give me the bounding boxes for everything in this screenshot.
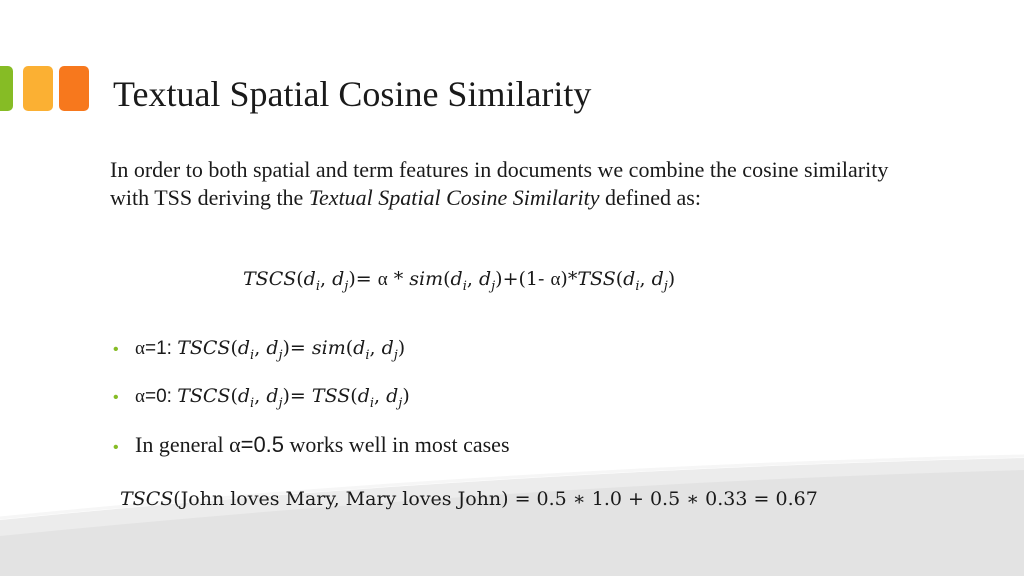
bullet-icon: • <box>113 439 119 456</box>
example-formula: TSCS(John loves Mary, Mary loves John) = 0.5 ∗ 1.0 + 0.5 ∗ 0.33 = 0.67 <box>120 488 818 510</box>
bullet-icon: • <box>113 341 119 358</box>
decor-square-orange <box>59 66 89 111</box>
intro-emphasis: Textual Spatial Cosine Similarity <box>308 185 600 210</box>
decor-square-green <box>0 66 13 111</box>
intro-text: In order to both spatial and term features in documents we combine the cosine similarity with TSS deriving the <box>110 157 889 210</box>
bullet-formula: α=0: $TSCS(d_i$, $d_j)= TSS(d_i$, $d_j$) <box>135 385 410 411</box>
bullet-text: In general α=0.5 works well in most cases <box>135 432 510 457</box>
bullet-icon: • <box>113 389 119 406</box>
slide-title: Textual Spatial Cosine Similarity <box>113 74 592 114</box>
list-item <box>113 385 410 411</box>
intro-paragraph <box>110 156 930 212</box>
list-item <box>113 337 406 363</box>
main-formula: $TSCS(d_i$, $d_j)= \alpha * sim(d_i$, $d_j)+(1-$ $\alpha)*TSS(d_i$, $d_j$) <box>243 268 676 294</box>
bullet-formula: α=1: $TSCS(d_i$, $d_j)= sim(d_i$, $d_j$) <box>135 337 406 363</box>
intro-tail: defined as: <box>599 185 701 210</box>
decor-square-yellow <box>23 66 53 111</box>
list-item <box>113 432 510 458</box>
